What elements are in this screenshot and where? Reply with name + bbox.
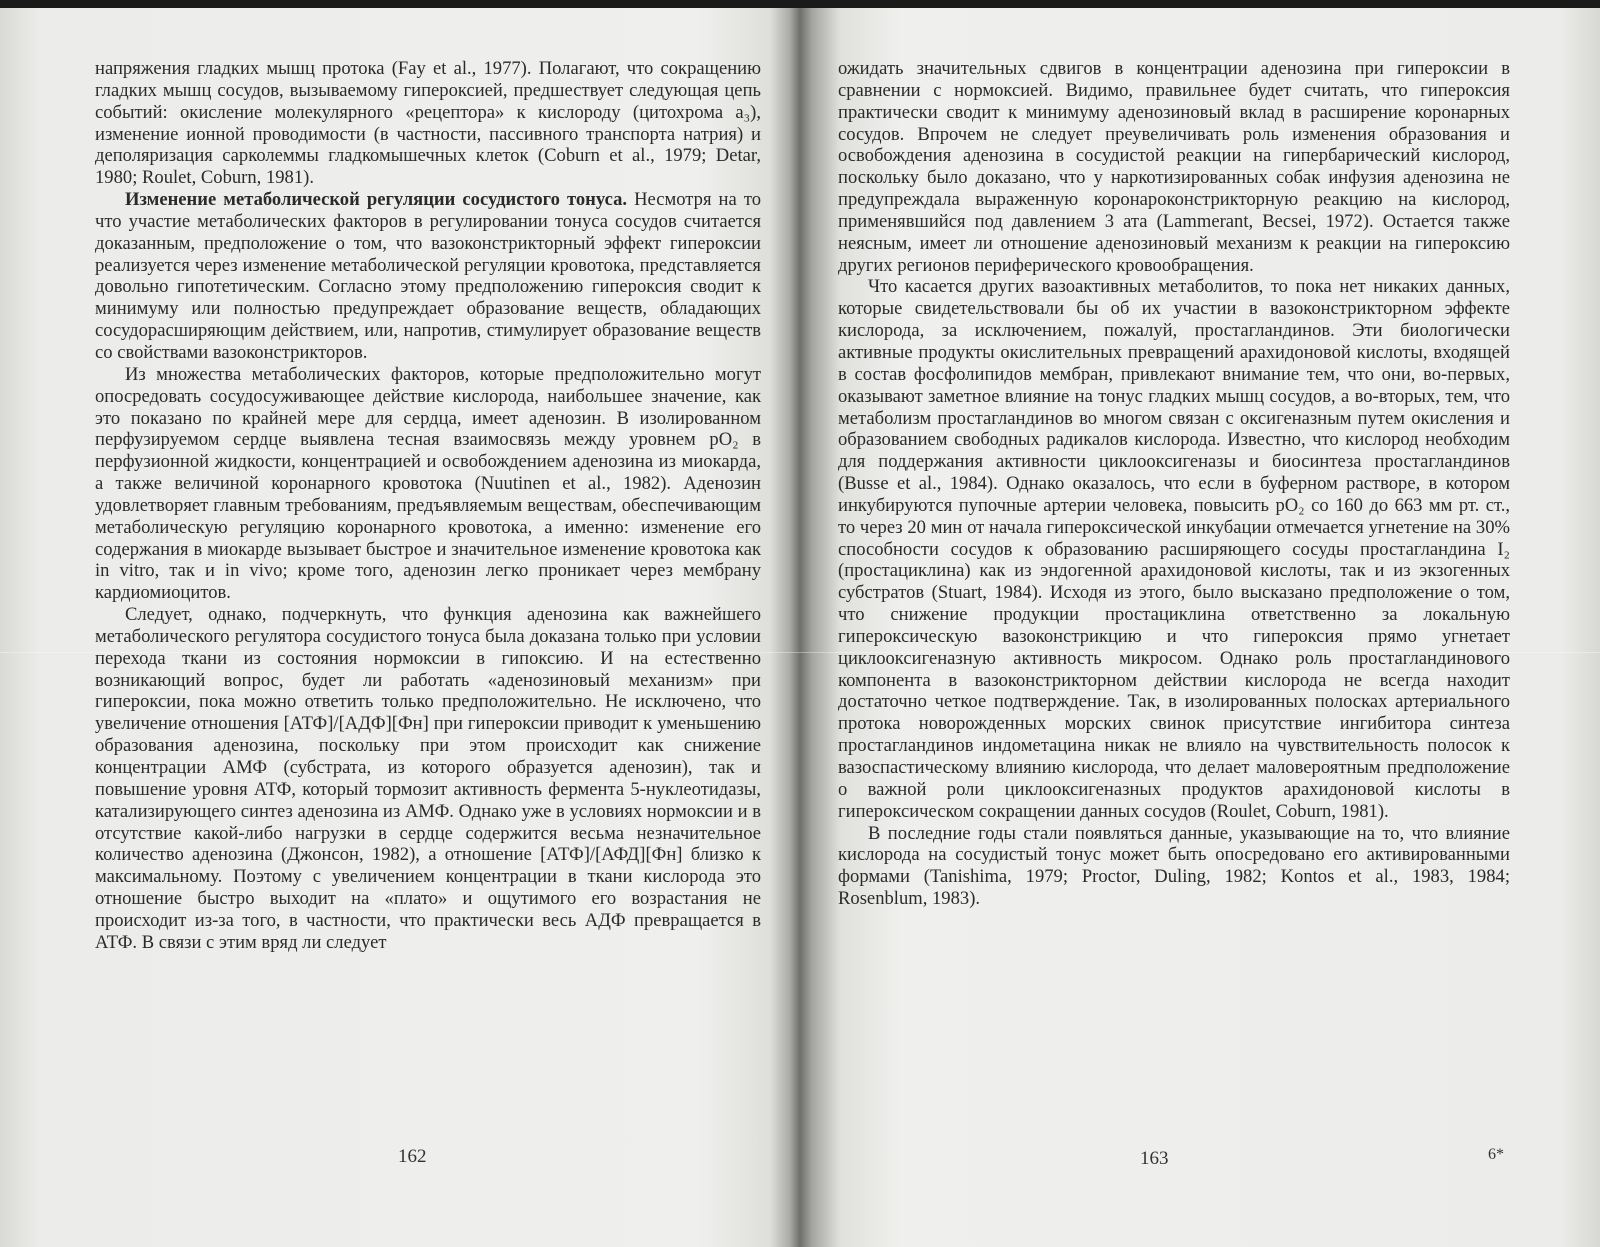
right-paragraph-1: ожидать значительных сдвигов в концентрации аденозина при гипероксии в сравнении с нормоксией. Видимо, правильнее будет считать, что гипероксия практически сводит к минимуму аденозиновый вклад в расширение коронарных сосудов. Впрочем не следует преувеличивать роль изменения образования и освобождения аденозина в сосудистой реакции на гипербарический кислород, поскольку было доказано, что у наркотизированных собак инфузия аденозина не предупреждала выраженную коронароконстрикторную реакцию на кислород, применявшийся под давлением 3 ата (Lammerant, Becsei, 1972). Остается также неясным, имеет ли отношение аденозиновый механизм к реакции на гипероксию других регионов периферического кровообращения. [838,58,1510,276]
right-page [838,58,1510,910]
right-paragraph-3: В последние годы стали появляться данные, указывающие на то, что влияние кислорода на сосудистый тонус может быть опосредовано его активированными формами (Tanishima, 1979; Proctor, Duling, 1982; Kontos et al., 1983, 1984; Rosenblum, 1983). [838,822,1510,910]
left-paragraph-2-text: Несмотря на то что участие метаболических факторов в регулировании тонуса сосудов считается доказанным, предположение о том, что вазоконстрикторный эффект гипероксии реализуется через изменение метаболической регуляции кровотока, представляется довольно гипотетическим. Согласно этому предположению гипероксия сводит к минимуму или полностью предупреждает образование веществ, обладающих сосудорасширяющим действием, или, напротив, стимулирует образование веществ со свойствами вазоконстрикторов. [95,189,761,363]
left-paragraph-4: Следует, однако, подчеркнуть, что функция аденозина как важнейшего метаболического регулятора сосудистого тонуса была доказана только при условии перехода ткани из состояния нормоксии в гипоксию. И на естественно возникающий вопрос, будет ли работать «аденозиновый механизм» при гипероксии, пока можно ответить только предположительно. Не исключено, что увеличение отношения [АТФ]/[АДФ][Фн] при гипероксии приводит к уменьшению образования аденозина, поскольку при этом происходит как снижение концентрации АМФ (субстрата, из которого образуется аденозин), так и повышение уровня АТФ, который тормозит активность фермента 5-нуклеотидазы, катализирующего синтез аденозина из АМФ. Однако уже в условиях нормоксии и в отсутствие какой-либо нагрузки в сердце содержится весьма незначительное количество аденозина (Джонсон, 1982), а отношение [АТФ]/[АФД][Фн] близко к максимальному. Поэтому с увеличением концентрации в ткани кислорода это отношение быстро выходит на «плато» и ощутимого его возрастания не происходит из-за того, в частности, что практически весь АДФ превращается в АТФ. В связи с этим вряд ли следует [95,604,761,953]
left-paragraph-2 [95,189,761,364]
left-paragraph-1: напряжения гладких мышц протока (Fay et al., 1977). Полагают, что сокращению гладких мышц сосудов, вызываемому гипероксией, предшествует следующая цепь событий: окисление молекулярного «рецептора» к кислороду (цитохрома a₃), изменение ионной проводимости (в частности, пассивного транспорта натрия) и деполяризация сарколеммы гладкомышечных клеток (Coburn et al., 1979; Detar, 1980; Roulet, Coburn, 1981). [95,58,761,189]
right-paragraph-2: Что касается других вазоактивных метаболитов, то пока нет никаких данных, которые свидетельствовали бы об их участии в вазоконстрикторном эффекте кислорода, за исключением, пожалуй, простагландинов. Эти биологически активные продукты окислительных превращений арахидоновой кислоты, входящей в состав фосфолипидов мембран, привлекают внимание тем, что они, во-первых, оказывают заметное влияние на тонус гладких мышц сосудов, а во-вторых, тем, что метаболизм простагландинов во многом связан с оксигеназным путем окисления и образованием свободных радикалов кислорода. Известно, что кислород необходим для поддержания активности циклооксигеназы и биосинтеза простагландинов (Busse et al., 1984). Однако оказалось, что если в буферном растворе, в котором инкубируются пупочные артерии человека, повысить pO₂ со 160 до 663 мм рт. ст., то через 20 мин от начала гипероксической инкубации отмечается угнетение на 30% способности сосудов к образованию расширяющего сосуды простагландина I₂ (простациклина) как из эндогенной арахидоновой кислоты, так и из экзогенных субстратов (Stuart, 1984). Исходя из этого, было высказано предположение о том, что снижение продукции простациклина ответственно за локальную гипероксическую вазоконстрикцию и что гипероксия прямо угнетает циклооксигеназную активность микросом. Однако роль простагландинового компонента в вазоконстрикторном действии кислорода не всегда находит достаточно четкое подтверждение. Так, в изолированных полосках артериального протока новорожденных морских свинок присутствие ингибитора синтеза простагландинов индометацина никак не влияло на чувствительность полосок к вазоспастическому влиянию кислорода, что делает маловероятным предположение о важной роли циклооксигеназных продуктов арахидоновой кислоты в гипероксическом сокращении данных сосудов (Roulet, Coburn, 1981). [838,276,1510,822]
section-heading: Изменение метаболической регуляции сосудистого тонуса. [125,189,628,211]
scan-top-border [0,0,1600,8]
left-page [95,58,761,954]
right-page-number: 163 [1140,1148,1169,1169]
signature-mark: 6* [1488,1146,1504,1163]
left-page-number: 162 [398,1146,427,1167]
left-paragraph-3: Из множества метаболических факторов, которые предположительно могут опосредовать сосудосуживающее действие кислорода, наибольшее значение, как это показано по крайней мере для сердца, имеет аденозин. В изолированном перфузируемом сердце выявлена тесная взаимосвязь между уровнем pO₂ в перфузионной жидкости, концентрацией и освобождением аденозина из миокарда, а также величиной коронарного кровотока (Nuutinen et al., 1982). Аденозин удовлетворяет главным требованиям, предъявляемым веществам, обеспечивающим метаболическую регуляцию коронарного кровотока, а именно: изменение его содержания в миокарде вызывает быстрое и значительное изменение кровотока как in vitro, так и in vivo; кроме того, аденозин легко проникает через мембрану кардиомиоцитов. [95,363,761,604]
